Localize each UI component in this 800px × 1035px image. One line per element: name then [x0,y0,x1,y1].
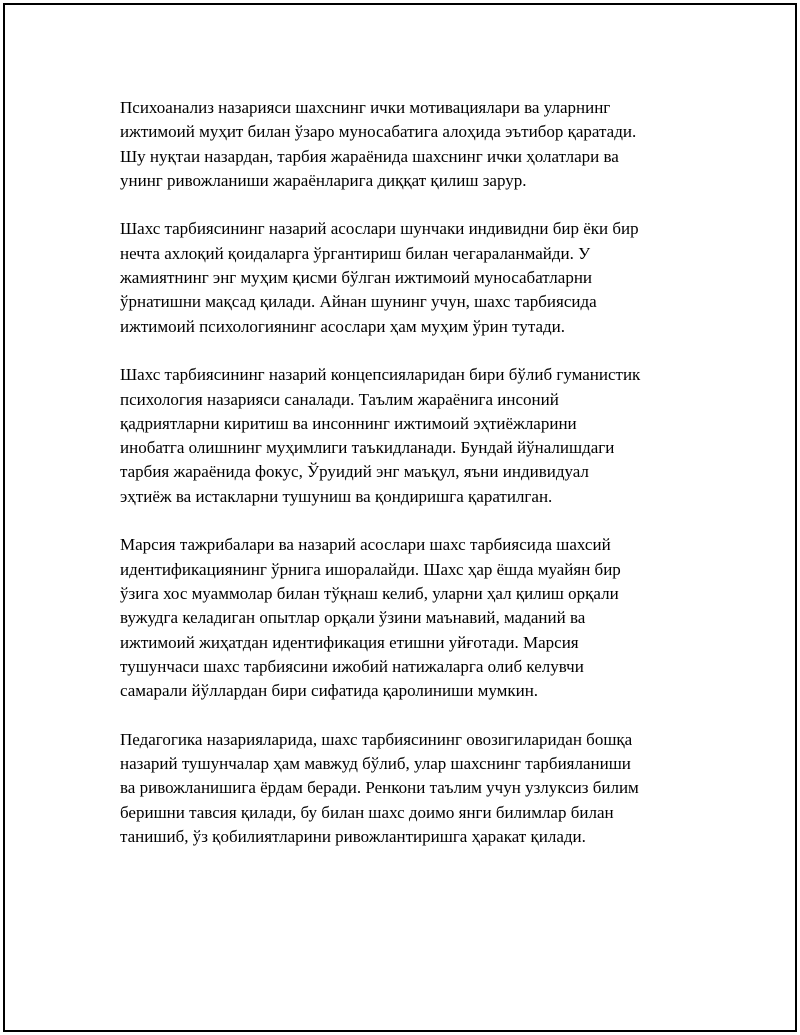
document-page [3,3,797,1032]
document-body [120,96,700,874]
paragraph-5: Педагогика назарияларида, шахс тарбиясининг овозигиларидан бошқа назарий тушунчалар ҳам мавжуд бўлиб, улар шахснинг тарбияланиши ва ривожланишига ёрдам беради. Ренкони таълим учун узлуксиз билим беришни тавсия қилади, бу билан шахс доимо янги билимлар билан танишиб, ўз қобилиятларини ривожлантиришга ҳаракат қилади. [120,729,639,846]
paragraph-4: Марсия тажрибалари ва назарий асослари шахс тарбиясида шахсий идентификациянинг ўрнига ишоралайди. Шахс ҳар ёшда муайян бир ўзига хос муаммолар билан тўқнаш келиб, уларни ҳал қилиш орқали вужудга келадиган опытлар орқали ўзини маънавий, маданий ва ижтимоий жиҳатдан идентификация етишни уйғотади. Марсия тушунчаси шахс тарбиясини ижобий натижаларга олиб келувчи самарали йўллардан бири сифатида қаролиниши мумкин. [120,535,621,701]
paragraph-1: Психоанализ назарияси шахснинг ички мотивациялари ва уларнинг ижтимоий муҳит билан ўзаро муносабатига алоҳида эътибор қаратади. Шу нуқтаи назардан, тарбия жараёнида шахснинг ички ҳолатлари ва унинг ривожланиши жараёнларига диққат қилиш зарур. [120,98,637,190]
paragraph-3: Шахс тарбиясининг назарий концепсияларидан бири бўлиб гуманистик психология назарияси саналади. Таълим жараёнига инсоний қадриятларни киритиш ва инсоннинг ижтимоий эҳтиёжларини инобатга олишнинг муҳимлиги таъкидланади. Бундай йўналишдаги тарбия жараёнида фокус, Ўруидий энг маъқул, яъни индивидуал эҳтиёж ва истакларни тушуниш ва қондиришга қаратилган. [120,365,641,506]
paragraph-2: Шахс тарбиясининг назарий асослари шунчаки индивидни бир ёки бир нечта ахлоқий қоидаларга ўргантириш билан чегараланмайди. У жамиятнинг энг муҳим қисми бўлган ижтимоий муносабатларни ўрнатишни мақсад қилади. Айнан шунинг учун, шахс тарбиясида ижтимоий психологиянинг асослари ҳам муҳим ўрин тутади. [120,219,639,336]
